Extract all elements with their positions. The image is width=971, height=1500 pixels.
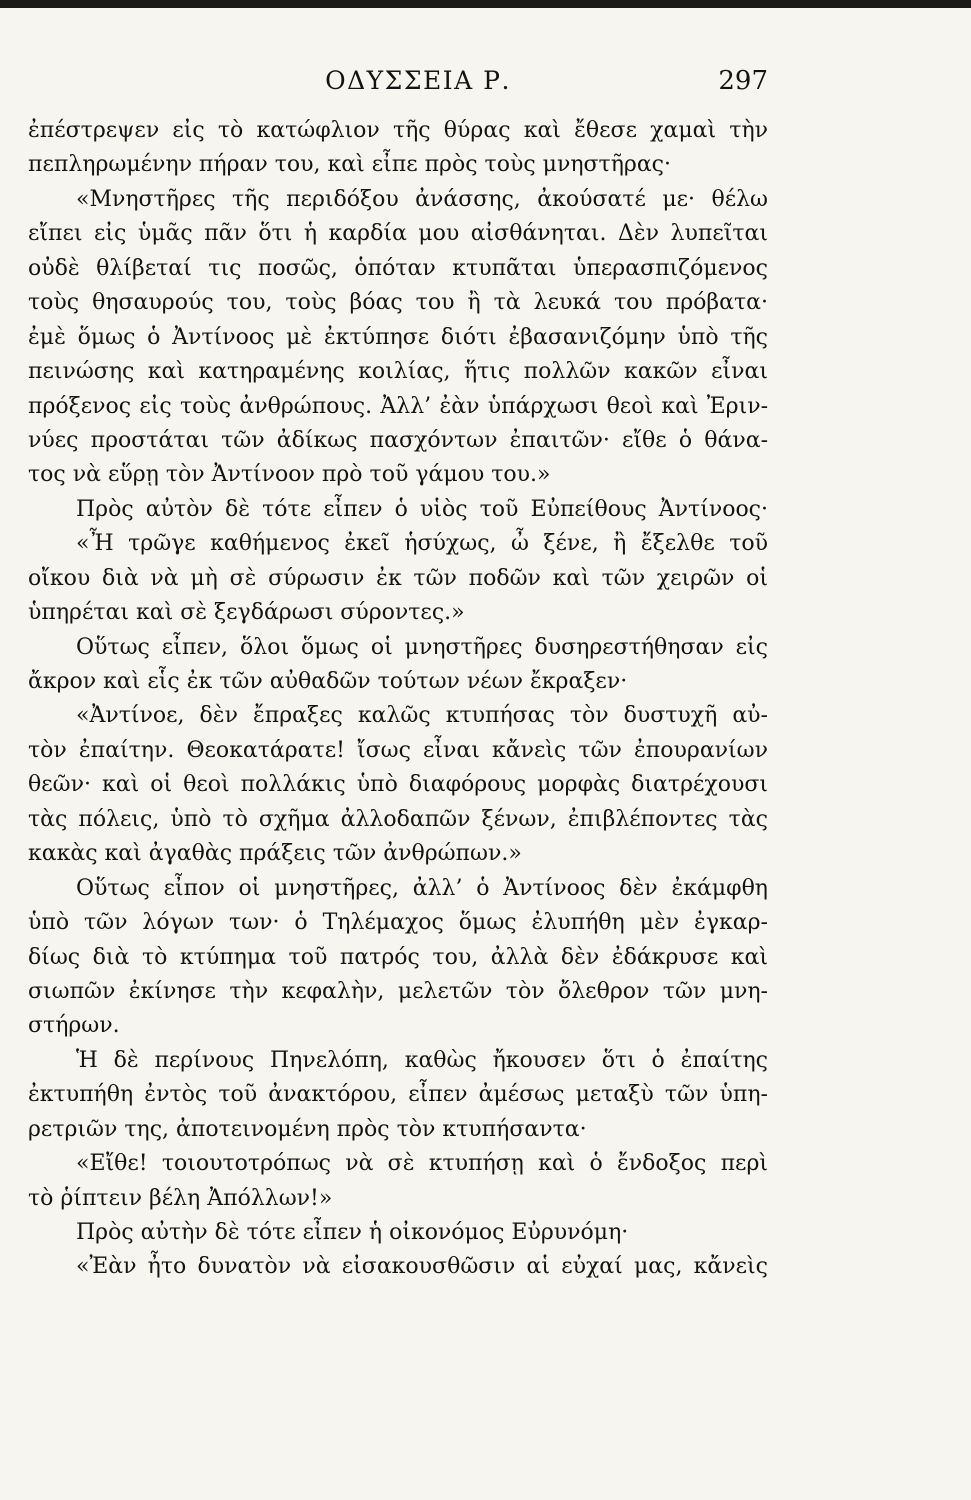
text-line: ρετριῶν της, ἀποτεινομένη πρὸς τὸν κτυπήσαντα· (28, 1116, 587, 1142)
text-line: εἴπει εἰς ὑμᾶς πᾶν ὅτι ἡ καρδία μου αἰσθάνηται. Δὲν λυπεῖται (28, 221, 768, 247)
text-line: Οὕτως εἶπον οἱ μνηστῆρες, ἀλλ’ ὁ Ἀντίνοος δὲν ἐκάμφθη (76, 875, 768, 901)
page-number: 297 (718, 66, 768, 96)
body-text (28, 114, 768, 1285)
running-title: ΟΔΥΣΣΕΙΑ Ρ. (325, 66, 511, 95)
text-line: ἐμὲ ὅμως ὁ Ἀντίνοος μὲ ἐκτύπησε διότι ἐβασανιζόμην ὑπὸ τῆς (28, 324, 768, 350)
text-line: πεινώσης καὶ κατηραμένης κοιλίας, ἥτις πολλῶν κακῶν εἶναι (28, 359, 768, 385)
text-line: Οὕτως εἶπεν, ὅλοι ὅμως οἱ μνηστῆρες δυσηρεστήθησαν εἰς (76, 634, 768, 660)
text-line: ἐπέστρεψεν εἰς τὸ κατώφλιον τῆς θύρας καὶ ἔθεσε χαμαὶ τὴν (28, 118, 768, 143)
text-line: ἄκρον καὶ εἷς ἐκ τῶν αὐθαδῶν τούτων νέων ἔκραξεν· (28, 669, 628, 694)
text-line: δίως διὰ τὸ κτύπημα τοῦ πατρός του, ἀλλὰ δὲν ἐδάκρυσε καὶ (28, 944, 768, 970)
text-line: «Ἐὰν ἦτο δυνατὸν νὰ εἰσακουσθῶσιν αἱ εὐχαί μας, κἄνεὶς (76, 1254, 768, 1280)
book-page (28, 58, 768, 1285)
text-line: τὰς πόλεις, ὑπὸ τὸ σχῆμα ἀλλοδαπῶν ξένων, ἐπιβλέποντες τὰς (28, 806, 768, 832)
page-header (28, 58, 768, 102)
text-line: «Εἴθε! τοιουτοτρόπως νὰ σὲ κτυπήσῃ καὶ ὁ ἔνδοξος περὶ (76, 1151, 768, 1177)
text-line: θεῶν· καὶ οἱ θεοὶ πολλάκις ὑπὸ διαφόρους μορφὰς διατρέχουσι (28, 772, 768, 798)
text-line: τὸ ῥίπτειν βέλη Ἀπόλλων!» (28, 1185, 333, 1211)
text-line: ὑπηρέται καὶ σὲ ξεγδάρωσι σύροντες.» (28, 600, 465, 626)
text-line: κακὰς καὶ ἀγαθὰς πράξεις τῶν ἀνθρώπων.» (28, 841, 522, 867)
text-line: Πρὸς αὐτὴν δὲ τότε εἶπεν ἡ οἰκονόμος Εὐρυνόμη· (76, 1220, 629, 1245)
text-line: ἐκτυπήθη ἐντὸς τοῦ ἀνακτόρου, εἶπεν ἀμέσως μεταξὺ τῶν ὑπη- (28, 1082, 768, 1108)
text-line: Ἡ δὲ περίνους Πηνελόπη, καθὼς ἤκουσεν ὅτι ὁ ἐπαίτης (76, 1047, 768, 1073)
text-line: τοὺς θησαυρούς του, τοὺς βόας του ἢ τὰ λευκά του πρόβατα· (28, 290, 768, 316)
text-line: «Μνηστῆρες τῆς περιδόξου ἀνάσσης, ἀκούσατέ με· θέλω (76, 186, 768, 212)
text-line: «Ἦ τρῶγε καθήμενος ἐκεῖ ἡσύχως, ὦ ξένε, ἢ ἔξελθε τοῦ (76, 531, 768, 557)
text-line: Πρὸς αὐτὸν δὲ τότε εἶπεν ὁ υἱὸς τοῦ Εὐπείθους Ἀντίνοος· (76, 496, 768, 522)
text-line: ὑπὸ τῶν λόγων των· ὁ Τηλέμαχος ὅμως ἐλυπήθη μὲν ἐγκαρ- (28, 910, 768, 936)
text-line: οὐδὲ θλίβεταί τις ποσῶς, ὁπόταν κτυπᾶται ὑπερασπιζόμενος (28, 255, 768, 281)
text-line: οἴκου διὰ νὰ μὴ σὲ σύρωσιν ἐκ τῶν ποδῶν καὶ τῶν χειρῶν οἱ (28, 565, 768, 591)
text-line: σιωπῶν ἐκίνησε τὴν κεφαλὴν, μελετῶν τὸν ὄλεθρον τῶν μνη- (28, 978, 768, 1004)
text-line: «Ἀντίνοε, δὲν ἔπραξες καλῶς κτυπήσας τὸν δυστυχῆ αὐ- (76, 703, 768, 729)
text-line: στήρων. (28, 1013, 120, 1039)
text-line: τὸν ἐπαίτην. Θεοκατάρατε! ἴσως εἶναι κἄνεὶς τῶν ἐπουρανίων (28, 737, 768, 763)
text-line: πεπληρωμένην πήραν του, καὶ εἶπε πρὸς τοὺς μνηστῆρας· (28, 152, 671, 178)
top-page-edge (0, 0, 971, 8)
text-line: τος νὰ εὕρῃ τὸν Ἀντίνοον πρὸ τοῦ γάμου του.» (28, 462, 551, 488)
text-line: νύες προστάται τῶν ἀδίκως πασχόντων ἐπαιτῶν· εἴθε ὁ θάνα- (28, 427, 768, 453)
text-line: πρόξενος εἰς τοὺς ἀνθρώπους. Ἀλλ’ ἐὰν ὑπάρχωσι θεοὶ καὶ Ἐριν- (28, 393, 768, 419)
